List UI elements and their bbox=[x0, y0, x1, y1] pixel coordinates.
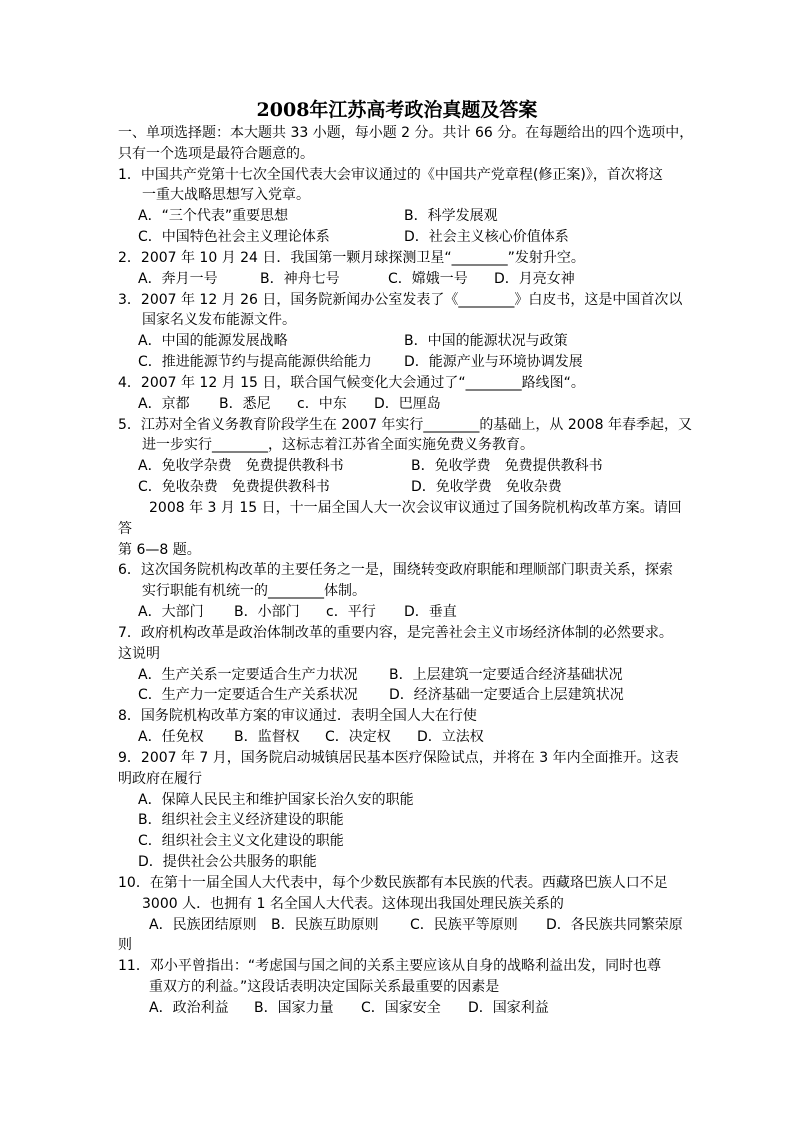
answer-option: c．平行 bbox=[326, 604, 376, 621]
text-line bbox=[0, 165, 794, 186]
text-segment: 8．国务院机构改革方案的审议通过．表明全国人大在行使 bbox=[118, 708, 477, 725]
text-line bbox=[0, 519, 794, 540]
text-line bbox=[0, 810, 794, 831]
text-segment: 重双方的利益。”这段话表明决定国际关系最重要的因素是 bbox=[149, 979, 500, 996]
text-line bbox=[0, 456, 794, 477]
text-line bbox=[0, 769, 794, 790]
text-segment: 第 6—8 题。 bbox=[118, 541, 201, 558]
answer-option: D．垂直 bbox=[404, 604, 457, 621]
text-line bbox=[0, 581, 794, 602]
text-line bbox=[0, 894, 794, 915]
text-line bbox=[0, 977, 794, 998]
text-line bbox=[0, 790, 794, 811]
answer-option: A．大部门 bbox=[138, 604, 204, 621]
answer-option: A．奔月一号 bbox=[138, 270, 218, 287]
text-segment: 6．这次国务院机构改革的主要任务之一是，围绕转变政府职能和理顺部门职责关系，探索 bbox=[118, 562, 673, 579]
answer-option: A．生产关系一定要适合生产力状况 bbox=[138, 666, 358, 683]
text-segment: 10．在第十一届全国人大代表中，每个少数民族都有本民族的代表。西藏珞巴族人口不足 bbox=[118, 874, 668, 891]
answer-option: C．决定权 bbox=[325, 729, 391, 746]
text-segment: 实行职能有机统一的________体制。 bbox=[142, 583, 366, 600]
text-line bbox=[0, 852, 794, 873]
answer-option: B．上层建筑一定要适合经济基础状况 bbox=[389, 666, 623, 683]
answer-option: B．科学发展观 bbox=[404, 208, 498, 225]
answer-option: B．民族互助原则 bbox=[271, 916, 379, 933]
text-line bbox=[0, 706, 794, 727]
text-segment: 这说明 bbox=[118, 645, 160, 662]
answer-option: D．经济基础一定要适合上层建筑状况 bbox=[389, 687, 624, 704]
text-line bbox=[0, 623, 794, 644]
answer-option: c．中东 bbox=[297, 395, 347, 412]
answer-option: D．巴厘岛 bbox=[374, 395, 441, 412]
answer-option: A．政治利益 bbox=[149, 999, 229, 1016]
text-line bbox=[0, 935, 794, 956]
text-segment: 11．邓小平曾指出：“考虑国与国之间的关系主要应该从自身的战略利益出发，同时也尊 bbox=[118, 958, 662, 975]
answer-option: B．小部门 bbox=[234, 604, 300, 621]
text-segment: 5．江苏对全省义务教育阶段学生在 2007 年实行________的基础上，从 2008 年春季起，又 bbox=[118, 416, 692, 433]
text-segment: 明政府在履行 bbox=[118, 770, 202, 787]
text-line bbox=[0, 331, 794, 352]
answer-option: B．组织社会主义经济建设的职能 bbox=[138, 812, 344, 829]
text-segment: 进一步实行________，这标志着江苏省全面实施免费义务教育。 bbox=[142, 437, 534, 454]
document-title: 2008年江苏高考政治真题及答案 bbox=[256, 99, 538, 121]
answer-option: B．免收学费 免费提供教科书 bbox=[411, 458, 603, 475]
answer-option: D．国家利益 bbox=[468, 999, 549, 1016]
text-line bbox=[0, 352, 794, 373]
text-line bbox=[0, 123, 794, 144]
answer-option: C．中国特色社会主义理论体系 bbox=[138, 229, 330, 246]
text-line bbox=[0, 394, 794, 415]
text-line bbox=[0, 206, 794, 227]
answer-option: C．嫦娥一号 bbox=[388, 270, 468, 287]
answer-option: B．国家力量 bbox=[254, 999, 334, 1016]
text-line bbox=[0, 727, 794, 748]
answer-option: A．民族团结原则 bbox=[149, 916, 257, 933]
answer-option: C．生产力一定要适合生产关系状况 bbox=[138, 687, 358, 704]
text-line bbox=[0, 560, 794, 581]
text-segment: 则 bbox=[118, 937, 132, 954]
text-segment: 4．2007 年 12 月 15 日，联合国气候变化大会通过了“________路线图“。 bbox=[118, 374, 585, 391]
answer-option: D．能源产业与环境协调发展 bbox=[404, 354, 583, 371]
text-segment: 1．中国共产党第十七次全国代表大会审议通过的《中国共产党章程(修正案)》，首次将这 bbox=[118, 166, 663, 183]
text-line bbox=[0, 227, 794, 248]
answer-option: B．悉尼 bbox=[219, 395, 271, 412]
text-segment: 3．2007 年 12 月 26 日，国务院新闻办公室发表了《________》白皮书，这是中国首次以 bbox=[118, 291, 683, 308]
text-line bbox=[0, 185, 794, 206]
text-segment: 答 bbox=[118, 520, 132, 537]
answer-option: D．立法权 bbox=[417, 729, 484, 746]
answer-option: C．免收杂费 免费提供教科书 bbox=[138, 479, 330, 496]
text-segment: 国家名义发布能源文件。 bbox=[142, 312, 296, 329]
text-line bbox=[0, 477, 794, 498]
answer-option: D．月亮女神 bbox=[494, 270, 575, 287]
answer-option: A．中国的能源发展战略 bbox=[138, 333, 288, 350]
answer-option: A．保障人民民主和维护国家长治久安的职能 bbox=[138, 791, 414, 808]
answer-option: C．推进能源节约与提高能源供给能力 bbox=[138, 354, 372, 371]
text-line bbox=[0, 998, 794, 1019]
answer-option: A．免收学杂费 免费提供教科书 bbox=[138, 458, 344, 475]
answer-option: C．国家安全 bbox=[361, 999, 441, 1016]
text-segment: 2．2007 年 10 月 24 日．我国第一颗月球探测卫星“________”发射升空。 bbox=[118, 249, 585, 266]
answer-option: A．任免权 bbox=[138, 729, 204, 746]
text-line bbox=[0, 310, 794, 331]
text-line bbox=[0, 373, 794, 394]
answer-option: B．监督权 bbox=[234, 729, 300, 746]
text-segment: 2008 年 3 月 15 日，十一届全国人大一次会议审议通过了国务院机构改革方案。请回 bbox=[149, 499, 682, 516]
text-line bbox=[0, 498, 794, 519]
text-line bbox=[0, 540, 794, 561]
text-segment: 9．2007 年 7 月，国务院启动城镇居民基本医疗保险试点，并将在 3 年内全面推开。这表 bbox=[118, 749, 679, 766]
text-line bbox=[0, 685, 794, 706]
text-line bbox=[0, 915, 794, 936]
text-line bbox=[0, 602, 794, 623]
answer-option: D．免收学费 免收杂费 bbox=[411, 479, 562, 496]
text-line bbox=[0, 144, 794, 165]
text-segment: 3000 人．也拥有 1 名全国人大代表。这体现出我国处理民族关系的 bbox=[142, 895, 564, 912]
text-line bbox=[0, 248, 794, 269]
answer-option: A．“三个代表”重要思想 bbox=[138, 208, 289, 225]
text-segment: 一、单项选择题：本大题共 33 小题，每小题 2 分。共计 66 分。在每题给出的四个选项中， bbox=[118, 125, 694, 141]
text-segment: 一重大战略思想写入党章。 bbox=[142, 187, 310, 204]
text-line bbox=[0, 748, 794, 769]
answer-option: B．神舟七号 bbox=[260, 270, 340, 287]
text-segment: 7．政府机构改革是政治体制改革的重要内容，是完善社会主义市场经济体制的必然要求。 bbox=[118, 624, 673, 641]
text-line bbox=[0, 665, 794, 686]
text-line bbox=[0, 269, 794, 290]
text-line bbox=[0, 415, 794, 436]
answer-option: C．组织社会主义文化建设的职能 bbox=[138, 833, 344, 850]
answer-option: B．中国的能源状况与政策 bbox=[404, 333, 568, 350]
answer-option: D．提供社会公共服务的职能 bbox=[138, 854, 317, 871]
answer-option: D．社会主义核心价值体系 bbox=[404, 229, 569, 246]
text-line bbox=[0, 873, 794, 894]
text-line bbox=[0, 290, 794, 311]
text-line bbox=[0, 831, 794, 852]
text-line bbox=[0, 956, 794, 977]
text-line bbox=[0, 644, 794, 665]
answer-option: D．各民族共同繁荣原 bbox=[546, 916, 683, 933]
answer-option: A．京都 bbox=[138, 395, 190, 412]
text-segment: 只有一个选项是最符合题意的。 bbox=[118, 145, 314, 162]
answer-option: C．民族平等原则 bbox=[410, 916, 518, 933]
text-line bbox=[0, 435, 794, 456]
